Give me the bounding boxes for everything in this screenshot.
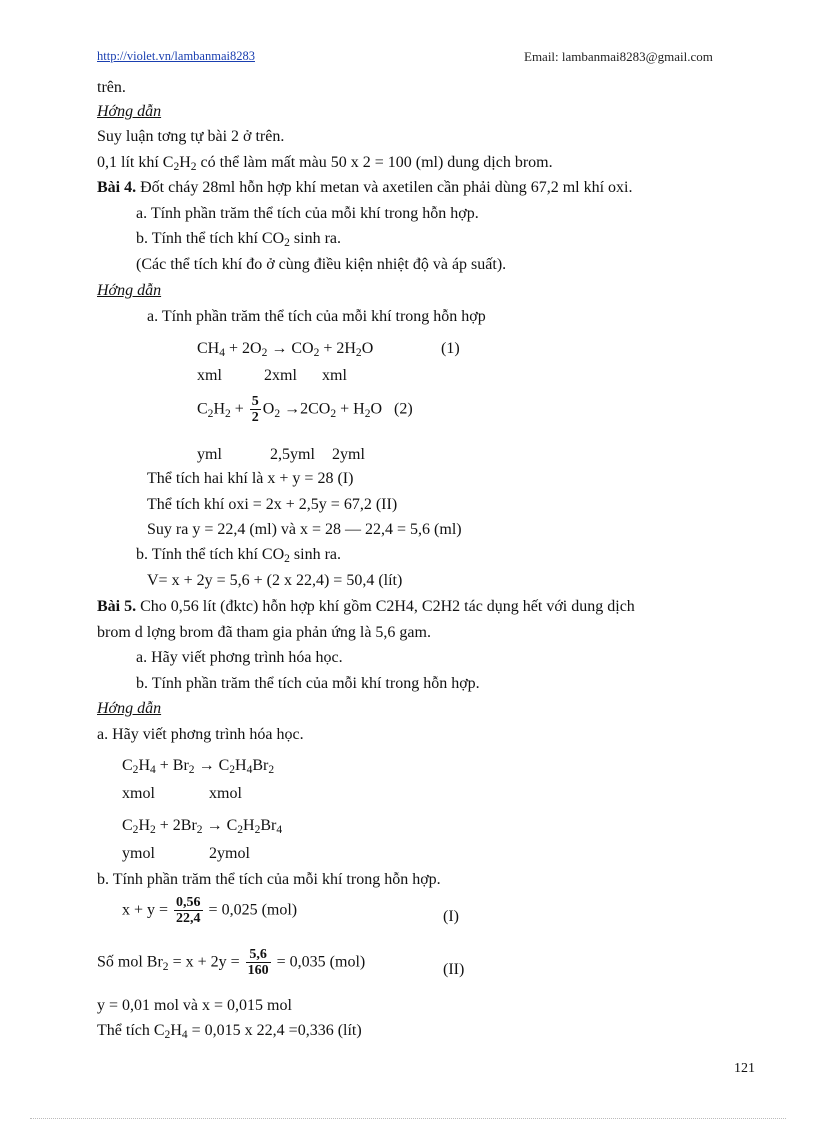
bai4-part-a: a. Tính phần trăm thể tích của mỗi khí trong hỗn hợp. [136, 205, 479, 222]
result-c2h4-volume: Thể tích $C_2H_4 = 0,015$ x 22,4 =0,336 (lít) [97, 1022, 362, 1042]
bai4-solution-b: b. Tính thể tích khí $CO_2$ sinh ra. [136, 546, 342, 566]
calc-br2-mol: Số mol $Br_2 = x + 2y$ = $\frac{5,6}{160}$ = 0,035 (mol) [97, 947, 366, 979]
bai5-problem-line2: brom d lợng brom đã tham gia phản ứng là 5,6 gam. [97, 624, 431, 641]
footer-divider [30, 1118, 786, 1119]
equation-4-mol-2y: 2ymol [209, 845, 250, 862]
fraction-056-224: $\frac{0,56}{22,4}$ [176, 895, 201, 927]
fraction-56-160: $\frac{5,6}{160}$ [247, 947, 269, 979]
equation-2-label: (2) [394, 400, 413, 418]
guide-heading-2: Hớng dẫn [97, 282, 162, 299]
equation-3-mol-x2: xmol [209, 785, 242, 802]
equation-1-vol-2x: 2xml [264, 367, 297, 384]
line-c2h2-brom: 0,1 lít khí $C_2H_2$ có thể làm mất màu 50 x 2 = 100 (ml) dung dịch brom. [97, 154, 553, 174]
bai4-solution-a: a. Tính phần trăm thể tích của mỗi khí trong hỗn hợp [147, 308, 486, 325]
equation-2: $C_2H_2$ + $\frac{5}{2}$ $O_2 \to 2CO_2 + H_2O$ (2) [197, 394, 413, 426]
equation-1-label: (1) [441, 340, 460, 357]
equation-2-vol-25y: 2,5yml [270, 446, 315, 463]
guide-heading-1: Hớng dẫn [97, 103, 162, 120]
result-xy: y = 0,01 mol và x = 0,015 mol [97, 997, 292, 1014]
bai5-solution-a: a. Hãy viết phơng trình hóa học. [97, 726, 304, 743]
equation-2-vol-2y: 2yml [332, 446, 365, 463]
calc-total-mol: x + y = $\frac{0,56}{22,4}$ = 0,025 (mol) [122, 895, 298, 927]
bai4-problem: Bài 4. Đốt cháy 28ml hỗn hợp khí metan và axetilen cần phải dùng 67,2 ml khí oxi. [97, 179, 633, 196]
equation-3: $C_2H_4 + Br_2 \to C_2H_4Br_2$ [122, 757, 275, 777]
page-number: 121 [734, 1061, 755, 1076]
co2-volume-calc: V= x + 2y = 5,6 + (2 x 22,4) = 50,4 (lít) [147, 572, 403, 589]
volume-oxygen: Thể tích khí oxi = 2x + 2,5y = 67,2 (II) [147, 496, 398, 513]
bai5-solution-b: b. Tính phần trăm thể tích của mỗi khí trong hỗn hợp. [97, 871, 441, 888]
line-suy-luan: Suy luận tơng tự bài 2 ở trên. [97, 128, 285, 145]
equation-1-vol-co2: xml [322, 367, 347, 384]
volume-sum: Thể tích hai khí là x + y = 28 (I) [147, 470, 354, 487]
calc-br2-mol-label: (II) [443, 961, 465, 978]
calc-total-mol-label: (I) [443, 908, 459, 925]
bai4-part-b: b. Tính thể tích khí $CO_2$ sinh ra. [136, 230, 342, 250]
equation-1: $CH_4 + 2O_2 \to CO_2 + 2H_2O$ [197, 340, 374, 360]
equation-1-vol-x: xml [197, 367, 222, 384]
line-tren: trên. [97, 79, 126, 96]
header-link[interactable]: http://violet.vn/lambanmai8283 [97, 49, 255, 63]
equation-3-mol-x: xmol [122, 785, 155, 802]
guide-heading-3: Hớng dẫn [97, 700, 162, 717]
solve-xy: Suy ra y = 22,4 (ml) và x = 28 — 22,4 = 5,6 (ml) [147, 521, 462, 538]
header-email: Email: lambanmai8283@gmail.com [524, 49, 713, 64]
bai4-note: (Các thể tích khí đo ở cùng điều kiện nhiệt độ và áp suất). [136, 256, 507, 273]
fraction-5-2: $\frac{5}{2}$ [251, 394, 259, 426]
bai5-part-a: a. Hãy viết phơng trình hóa học. [136, 649, 343, 666]
equation-4: $C_2H_2 + 2Br_2 \to C_2H_2Br_4$ [122, 817, 283, 837]
bai5-problem: Bài 5. Cho 0,56 lít (đktc) hỗn hợp khí gồm C2H4, C2H2 tác dụng hết với dung dịch [97, 598, 635, 615]
equation-4-mol-y: ymol [122, 845, 155, 862]
bai5-part-b: b. Tính phần trăm thể tích của mỗi khí trong hỗn hợp. [136, 675, 480, 692]
equation-2-vol-y: yml [197, 446, 222, 463]
